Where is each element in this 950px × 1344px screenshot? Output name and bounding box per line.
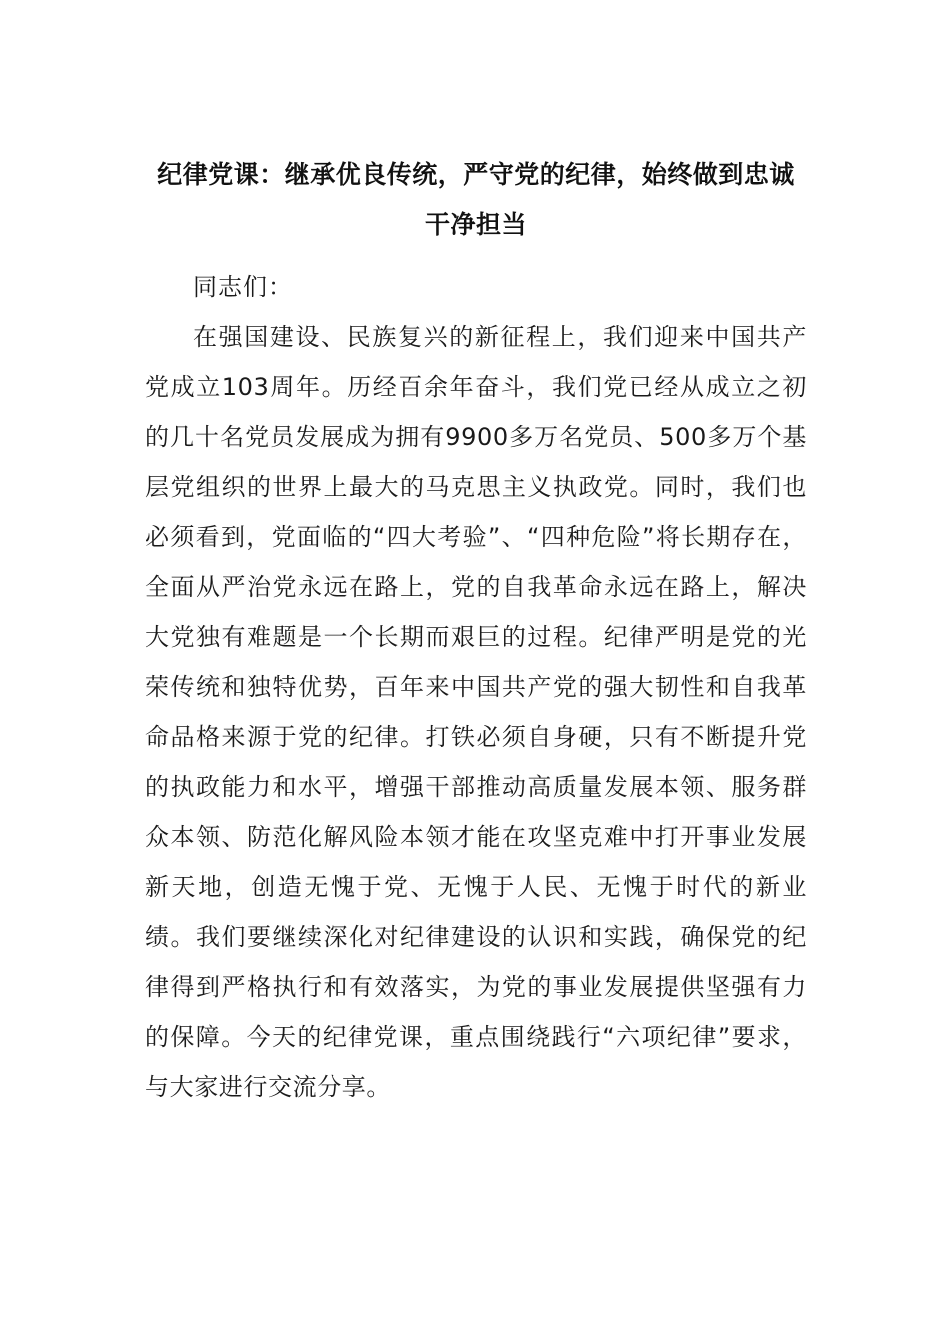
document-title: 纪律党课：继承优良传统，严守党的纪律，始终做到忠诚干净担当 <box>157 160 795 239</box>
body-paragraph: 在强国建设、民族复兴的新征程上，我们迎来中国共产党成立103周年。历经百余年奋斗，我们党已经从成立之初的几十名党员发展成为拥有9900多万名党员、500多万个基层党组织的世界上最大的马克思主义执政党。同时，我们也必须看到，党面临的“四大考验”、“四种危险”将长期存在，全面从严治党永远在路上，党的自我革命永远在路上，解决大党独有难题是一个长期而艰巨的过程。纪律严明是党的光荣传统和独特优势，百年来中国共产党的强大韧性和自我革命品格来源于党的纪律。打铁必须自身硬，只有不断提升党的执政能力和水平，增强干部推动高质量发展本领、服务群众本领、防范化解风险本领才能在攻坚克难中打开事业发展新天地，创造无愧于党、无愧于人民、无愧于时代的新业绩。我们要继续深化对纪律建设的认识和实践，确保党的纪律得到严格执行和有效落实，为党的事业发展提供坚强有力的保障。今天的纪律党课，重点围绕践行“六项纪律”要求，与大家进行交流分享。 <box>145 323 807 1101</box>
salutation: 同志们： <box>193 273 293 301</box>
document-page <box>145 150 807 1112</box>
